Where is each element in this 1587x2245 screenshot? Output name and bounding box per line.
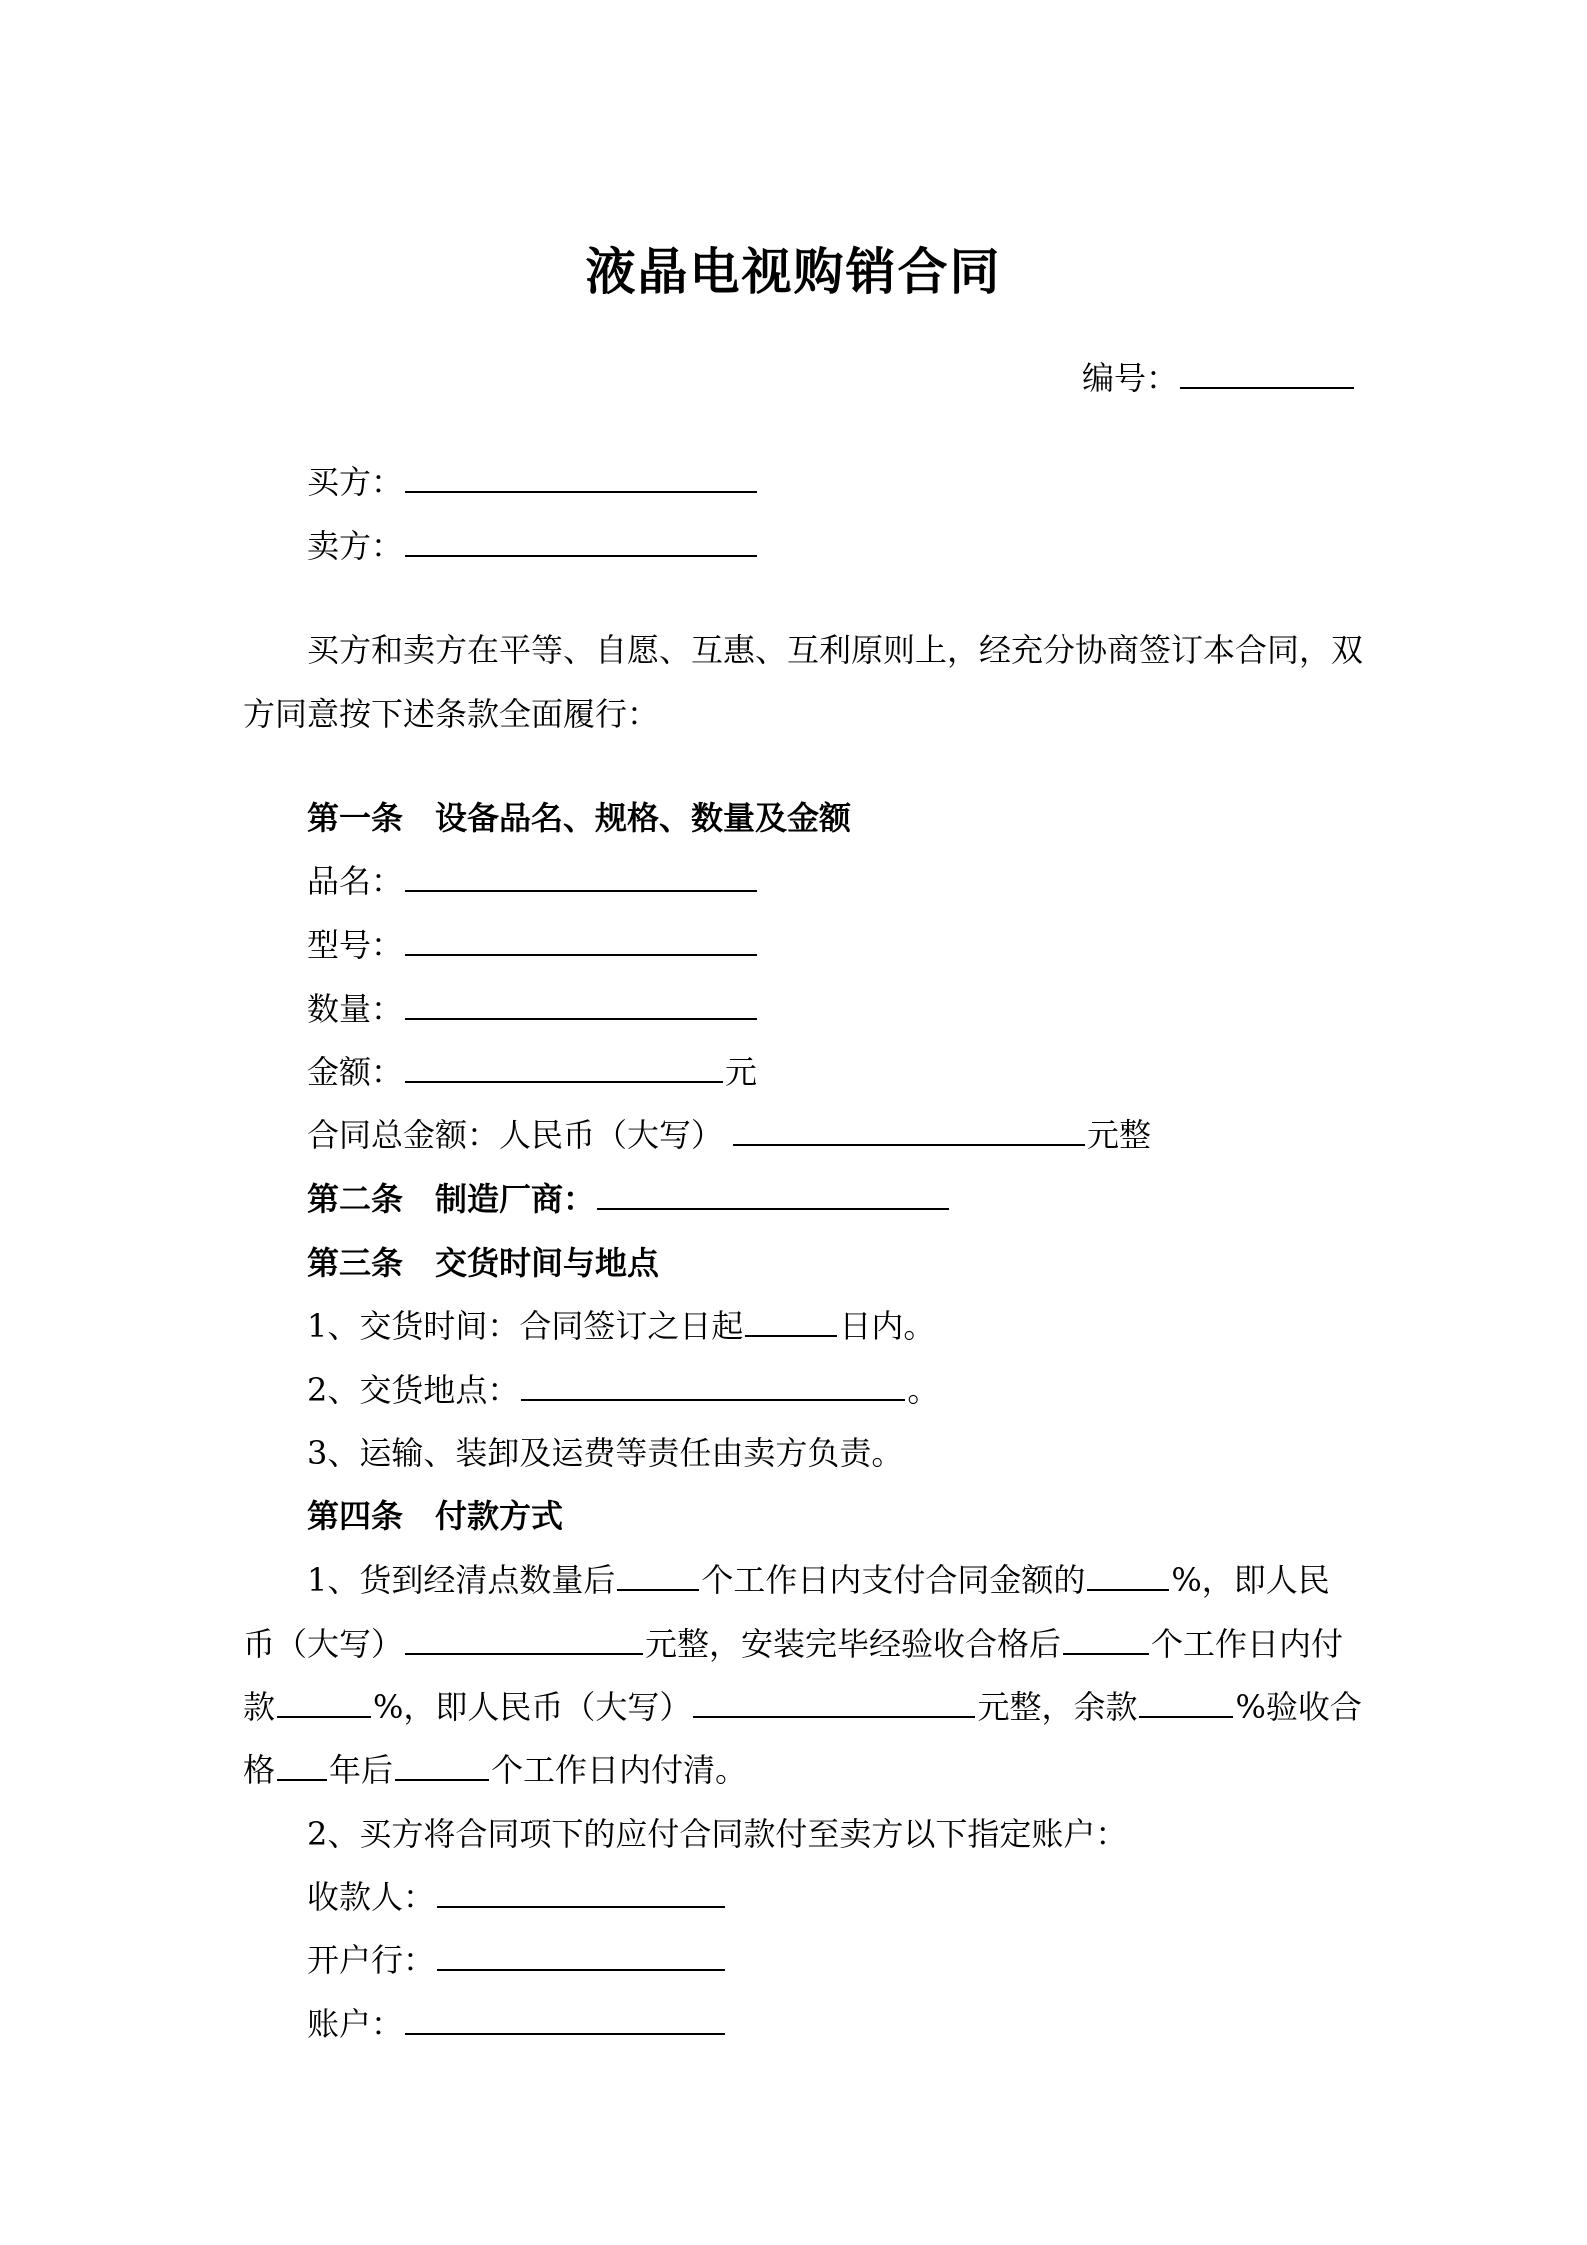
payment-line-1 <box>307 1558 1330 1602</box>
intro-line-2: 方同意按下述条款全面履行： <box>243 695 660 733</box>
article-1-title: 设备品名、规格、数量及金额 <box>435 799 852 837</box>
seller-blank[interactable] <box>405 525 757 557</box>
payment-amount-blank[interactable] <box>405 1623 643 1655</box>
delivery-place-row <box>307 1368 939 1412</box>
total-amount-blank[interactable] <box>733 1114 1085 1146</box>
product-name-label: 品名： <box>307 862 404 900</box>
article-3-heading <box>307 1241 659 1285</box>
payment-text: 元整，安装完毕经验收合格后 <box>645 1625 1062 1663</box>
manufacturer-blank[interactable] <box>597 1178 949 1210</box>
bank-row <box>307 1938 727 1982</box>
payment-text: %验收合 <box>1235 1688 1362 1726</box>
article-2-title: 制造厂商： <box>435 1180 596 1218</box>
payment-text: %，即人民 <box>1171 1561 1330 1599</box>
payment-text: 元整，余款 <box>977 1688 1138 1726</box>
buyer-row <box>307 460 759 504</box>
acceptance-percent-blank[interactable] <box>277 1686 371 1718</box>
balance-days-blank[interactable] <box>395 1749 489 1781</box>
payment-text: %，即人民币（大写） <box>373 1688 692 1726</box>
payment-percent-blank[interactable] <box>1087 1559 1169 1591</box>
quantity-row <box>307 987 759 1031</box>
payee-blank[interactable] <box>437 1876 725 1908</box>
contract-number-row <box>1082 356 1356 400</box>
payment-line-2 <box>243 1622 1343 1666</box>
delivery-time-label: 1、交货时间：合同签订之日起 <box>307 1307 744 1345</box>
buyer-label: 买方： <box>307 463 404 501</box>
total-amount-label: 合同总金额：人民币（大写） <box>307 1116 724 1154</box>
balance-years-blank[interactable] <box>277 1749 327 1781</box>
account-intro: 2、买方将合同项下的应付合同款付至卖方以下指定账户： <box>307 1815 1128 1853</box>
delivery-time-row <box>307 1304 935 1348</box>
buyer-blank[interactable] <box>405 461 757 493</box>
article-1-heading <box>307 796 851 840</box>
amount-label: 金额： <box>307 1053 404 1091</box>
balance-percent-blank[interactable] <box>1139 1686 1233 1718</box>
bank-blank[interactable] <box>437 1939 725 1971</box>
model-row <box>307 923 759 967</box>
contract-title: 液晶电视购销合同 <box>585 242 1002 301</box>
delivery-days-blank[interactable] <box>745 1305 837 1337</box>
total-amount-unit: 元整 <box>1087 1116 1152 1154</box>
seller-row <box>307 524 759 568</box>
article-1-number: 第一条 <box>307 799 404 837</box>
contract-number-label: 编号： <box>1082 359 1179 397</box>
payment-text: 格 <box>243 1751 276 1789</box>
model-blank[interactable] <box>405 924 757 956</box>
payment-text: 1、货到经清点数量后 <box>307 1561 616 1599</box>
delivery-place-suffix: 。 <box>907 1371 940 1409</box>
article-2-heading <box>307 1177 951 1221</box>
delivery-time-suffix: 日内。 <box>839 1307 936 1345</box>
account-label: 账户： <box>307 2005 404 2043</box>
article-2-number: 第二条 <box>307 1180 404 1218</box>
seller-label: 卖方： <box>307 527 404 565</box>
amount-blank[interactable] <box>405 1051 723 1083</box>
amount-row <box>307 1050 757 1094</box>
product-name-blank[interactable] <box>405 860 757 892</box>
article-3-title: 交货时间与地点 <box>435 1244 660 1282</box>
model-label: 型号： <box>307 926 404 964</box>
payment-text: 款 <box>243 1688 276 1726</box>
payment-line-3 <box>243 1685 1362 1729</box>
payment-text: 年后 <box>329 1751 394 1789</box>
product-name-row <box>307 859 759 903</box>
article-4-title: 付款方式 <box>435 1497 564 1535</box>
account-row <box>307 2002 727 2046</box>
payee-row <box>307 1875 727 1919</box>
payee-label: 收款人： <box>307 1878 436 1916</box>
payment-text: 个工作日内付清。 <box>491 1751 748 1789</box>
payment-days-blank[interactable] <box>617 1559 699 1591</box>
bank-label: 开户行： <box>307 1941 436 1979</box>
delivery-place-label: 2、交货地点： <box>307 1371 520 1409</box>
contract-number-blank[interactable] <box>1180 357 1354 389</box>
quantity-blank[interactable] <box>405 988 757 1020</box>
article-4-heading <box>307 1494 563 1538</box>
payment-text: 个工作日内支付合同金额的 <box>701 1561 1086 1599</box>
intro-line-1: 买方和卖方在平等、自愿、互惠、互利原则上，经充分协商签订本合同，双 <box>307 631 1364 669</box>
account-blank[interactable] <box>405 2003 725 2035</box>
article-3-number: 第三条 <box>307 1244 404 1282</box>
transport-clause: 3、运输、装卸及运费等责任由卖方负责。 <box>307 1434 904 1472</box>
quantity-label: 数量： <box>307 990 404 1028</box>
delivery-place-blank[interactable] <box>521 1369 905 1401</box>
amount-unit: 元 <box>725 1053 758 1091</box>
article-4-number: 第四条 <box>307 1497 404 1535</box>
total-amount-row <box>307 1113 1151 1157</box>
payment-line-4 <box>243 1748 747 1792</box>
payment-text: 币（大写） <box>243 1625 404 1663</box>
payment-text: 个工作日内付 <box>1151 1625 1344 1663</box>
acceptance-days-blank[interactable] <box>1063 1623 1149 1655</box>
acceptance-amount-blank[interactable] <box>693 1686 975 1718</box>
